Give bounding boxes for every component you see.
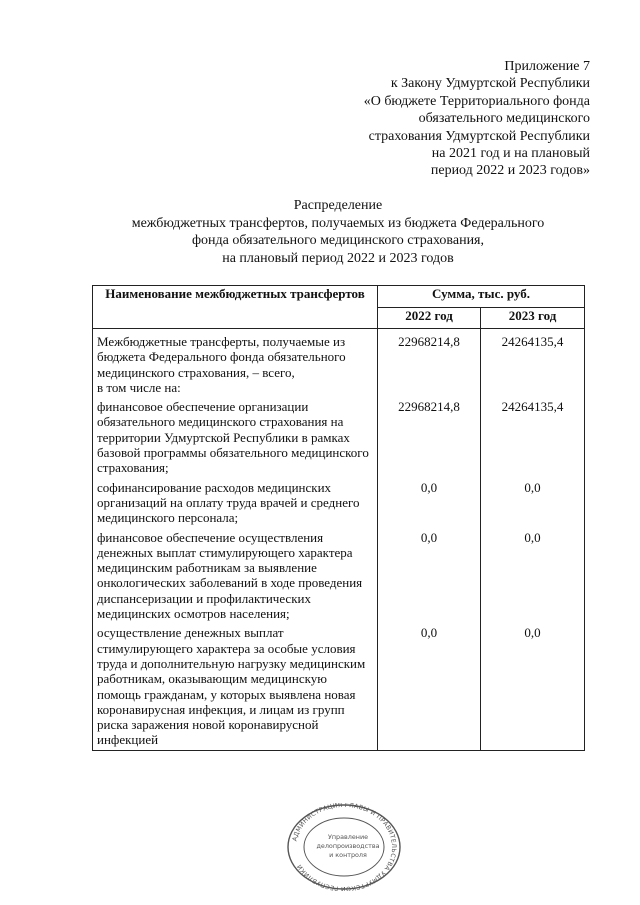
row-name: финансовое обеспечение осуществления денежных выплат стимулирующего характера медицинским работникам за выявление онкологических заболеваний в ходе проведения диспансеризации и профилактических медицинских осмотров населения; [93, 526, 378, 622]
row-name: осуществление денежных выплат стимулирующего характера за особые условия труда и дополнительную нагрузку медицинским работникам, оказывающим медицинскую помощь гражданам, у которых выявлена новая коронавирусная инфекция, и лицам из групп риска заражения новой коронавирусной инфекцией [93, 621, 378, 750]
appendix-line: на 2021 год и на плановый [431, 146, 590, 162]
title-line: Распределение [293, 198, 383, 213]
row-value-2022: 0,0 [378, 476, 481, 526]
row-value-2022: 0,0 [378, 621, 481, 750]
row-value-2022: 22968214,8 [378, 395, 481, 475]
row-value-2022: 0,0 [378, 526, 481, 622]
table-row [93, 621, 585, 750]
appendix-line: страхования Удмуртской Республики [368, 128, 590, 144]
table-row [93, 476, 585, 526]
table-row [93, 380, 585, 395]
header-name: Наименование межбюджетных трансфертов [93, 286, 378, 329]
official-stamp [286, 803, 402, 891]
stamp-center-line: Управление [327, 833, 369, 841]
appendix-header [290, 58, 590, 180]
row-name: софинансирование расходов медицинских организаций на оплату труда врачей и среднего медицинского персонала; [93, 476, 378, 526]
title-line: на плановый период 2022 и 2023 годов [222, 250, 454, 266]
transfers-table [92, 285, 585, 751]
row-value-2022 [378, 380, 481, 395]
table-row [93, 526, 585, 622]
title-line: межбюджетных трансфертов, получаемых из бюджета Федерального [131, 215, 545, 231]
stamp-center-line: делопроизводства [316, 842, 380, 850]
table-row [93, 395, 585, 475]
stamp-seal-icon [286, 803, 402, 891]
appendix-line: период 2022 и 2023 годов» [430, 163, 590, 179]
appendix-line: «О бюджете Территориального фонда [363, 93, 590, 109]
row-name: Межбюджетные трансферты, получаемые из бюджета Федерального фонда обязательного медицинского страхования, – всего, [93, 329, 378, 380]
row-value-2023: 0,0 [481, 526, 585, 622]
table-row [93, 329, 585, 380]
row-value-2023: 0,0 [481, 476, 585, 526]
header-year-2023: 2023 год [481, 307, 585, 329]
row-value-2023: 24264135,4 [481, 329, 585, 380]
row-name: финансовое обеспечение организации обязательного медицинского страхования на территории Удмуртской Республики в рамках базовой программы обязательного медицинского страхования; [93, 395, 378, 475]
document-title [92, 197, 584, 267]
appendix-line: обязательного медицинского [418, 111, 590, 127]
row-value-2022: 22968214,8 [378, 329, 481, 380]
row-value-2023: 0,0 [481, 621, 585, 750]
header-sum: Сумма, тыс. руб. [378, 286, 585, 308]
appendix-line: к Закону Удмуртской Республики [390, 76, 590, 92]
appendix-line: Приложение 7 [504, 59, 590, 74]
row-name: в том числе на: [93, 380, 378, 395]
row-value-2023 [481, 380, 585, 395]
stamp-ring-text: АДМИНИСТРАЦИЯ ГЛАВЫ И ПРАВИТЕЛЬСТВА УДМУРТСКОЙ РЕСПУБЛИКИ [291, 803, 398, 891]
header-year-2022: 2022 год [378, 307, 481, 329]
stamp-center-line: и контроля [329, 851, 367, 859]
row-value-2023: 24264135,4 [481, 395, 585, 475]
title-line: фонда обязательного медицинского страхования, [191, 233, 484, 248]
